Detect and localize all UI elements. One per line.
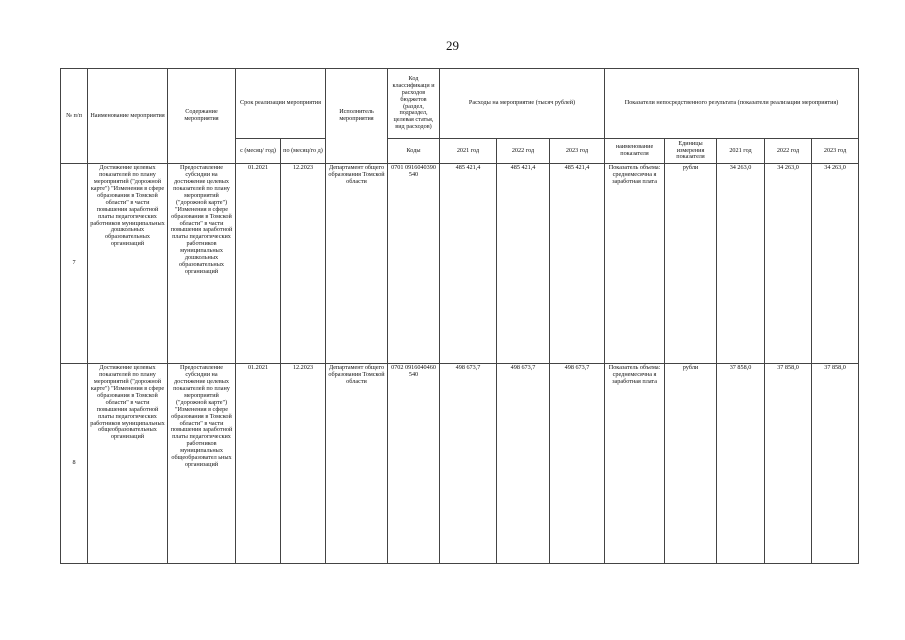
row-name: Достижение целевых показателей по плану мероприятий ("дорожной карте") "Изменения в сфере образования в Томской области" в части повышения заработной платы педагогических работников муниципальных дошкольных образовательных организаций <box>88 164 168 364</box>
row-code: 0702 0916040460 540 <box>388 364 440 564</box>
header-indicators: Показатели непосредственного результата (показатели реализации мероприятия) <box>605 69 859 139</box>
row-ind-name: Показатель объема: среднемесячна я заработная плата <box>605 364 665 564</box>
header-name: Наименование мероприятия <box>88 69 168 164</box>
row-exp-2021: 485 421,4 <box>440 164 497 364</box>
row-ind-name: Показатель объема: среднемесячна я заработная плата <box>605 164 665 364</box>
row-num: 8 <box>61 364 88 564</box>
header-executor: Исполнитель мероприятия <box>326 69 388 164</box>
program-table <box>60 68 859 564</box>
header-period: Срок реализации мероприятия <box>236 69 326 139</box>
row-from: 01.2021 <box>236 164 281 364</box>
row-exp-2023: 485 421,4 <box>550 164 605 364</box>
header-ind-2023: 2023 год <box>812 139 859 164</box>
table-row <box>61 364 859 564</box>
header-period-to: по (месяц/го д) <box>281 139 326 164</box>
header-expenses: Расходы на мероприятие (тысяч рублей) <box>440 69 605 139</box>
row-exp-2022: 485 421,4 <box>497 164 550 364</box>
header-ind-unit: Единицы измерения показателя <box>665 139 717 164</box>
row-to: 12.2023 <box>281 164 326 364</box>
row-ind-unit: рубли <box>665 364 717 564</box>
row-ind-2021: 37 858,0 <box>717 364 765 564</box>
row-ind-2022: 37 858,0 <box>765 364 812 564</box>
row-exp-2021: 498 673,7 <box>440 364 497 564</box>
header-ind-2021: 2021 год <box>717 139 765 164</box>
row-num: 7 <box>61 164 88 364</box>
row-exp-2023: 498 673,7 <box>550 364 605 564</box>
row-content: Предоставление субсидии на достижение целевых показателей по плану мероприятий ("дорожной карте") "Изменения в сфере образования в Томской области" в части повышения заработной платы педагогических работников муниципальных общеобразовател ьных организаций <box>168 364 236 564</box>
row-ind-2022: 34 263,0 <box>765 164 812 364</box>
header-budget-code: Код классификаци и расходов бюджетов (раздел, подраздел, целевая статья, вид расходов) <box>388 69 440 139</box>
row-content: Предоставление субсидии на достижение целевых показателей по плану мероприятий ("дорожной карте") "Изменения в сфере образования в Томской области" в части повышения заработной платы педагогических работников муниципальных дошкольных образовательных организаций <box>168 164 236 364</box>
header-ind-name: наименование показателя <box>605 139 665 164</box>
row-ind-2023: 37 858,0 <box>812 364 859 564</box>
row-to: 12.2023 <box>281 364 326 564</box>
row-name: Достижение целевых показателей по плану мероприятий ("дорожной карте") "Изменения в сфере образования в Томской области" в части повышения заработной платы педагогических работников муниципальных общеобразовательных организаций <box>88 364 168 564</box>
row-executor: Департамент общего образования Томской области <box>326 364 388 564</box>
header-exp-2023: 2023 год <box>550 139 605 164</box>
header-content: Содержание мероприятия <box>168 69 236 164</box>
row-from: 01.2021 <box>236 364 281 564</box>
row-ind-2023: 34 263,0 <box>812 164 859 364</box>
header-ind-2022: 2022 год <box>765 139 812 164</box>
header-codes: Коды <box>388 139 440 164</box>
row-code: 0701 0916040390 540 <box>388 164 440 364</box>
row-executor: Департамент общего образования Томской области <box>326 164 388 364</box>
row-ind-2021: 34 263,0 <box>717 164 765 364</box>
row-ind-unit: рубли <box>665 164 717 364</box>
page-number: 29 <box>446 38 459 53</box>
table-row <box>61 164 859 364</box>
row-exp-2022: 498 673,7 <box>497 364 550 564</box>
header-exp-2022: 2022 год <box>497 139 550 164</box>
header-num: № п/п <box>61 69 88 164</box>
header-period-from: с (месяц/ год) <box>236 139 281 164</box>
header-row-1 <box>61 69 859 139</box>
header-exp-2021: 2021 год <box>440 139 497 164</box>
